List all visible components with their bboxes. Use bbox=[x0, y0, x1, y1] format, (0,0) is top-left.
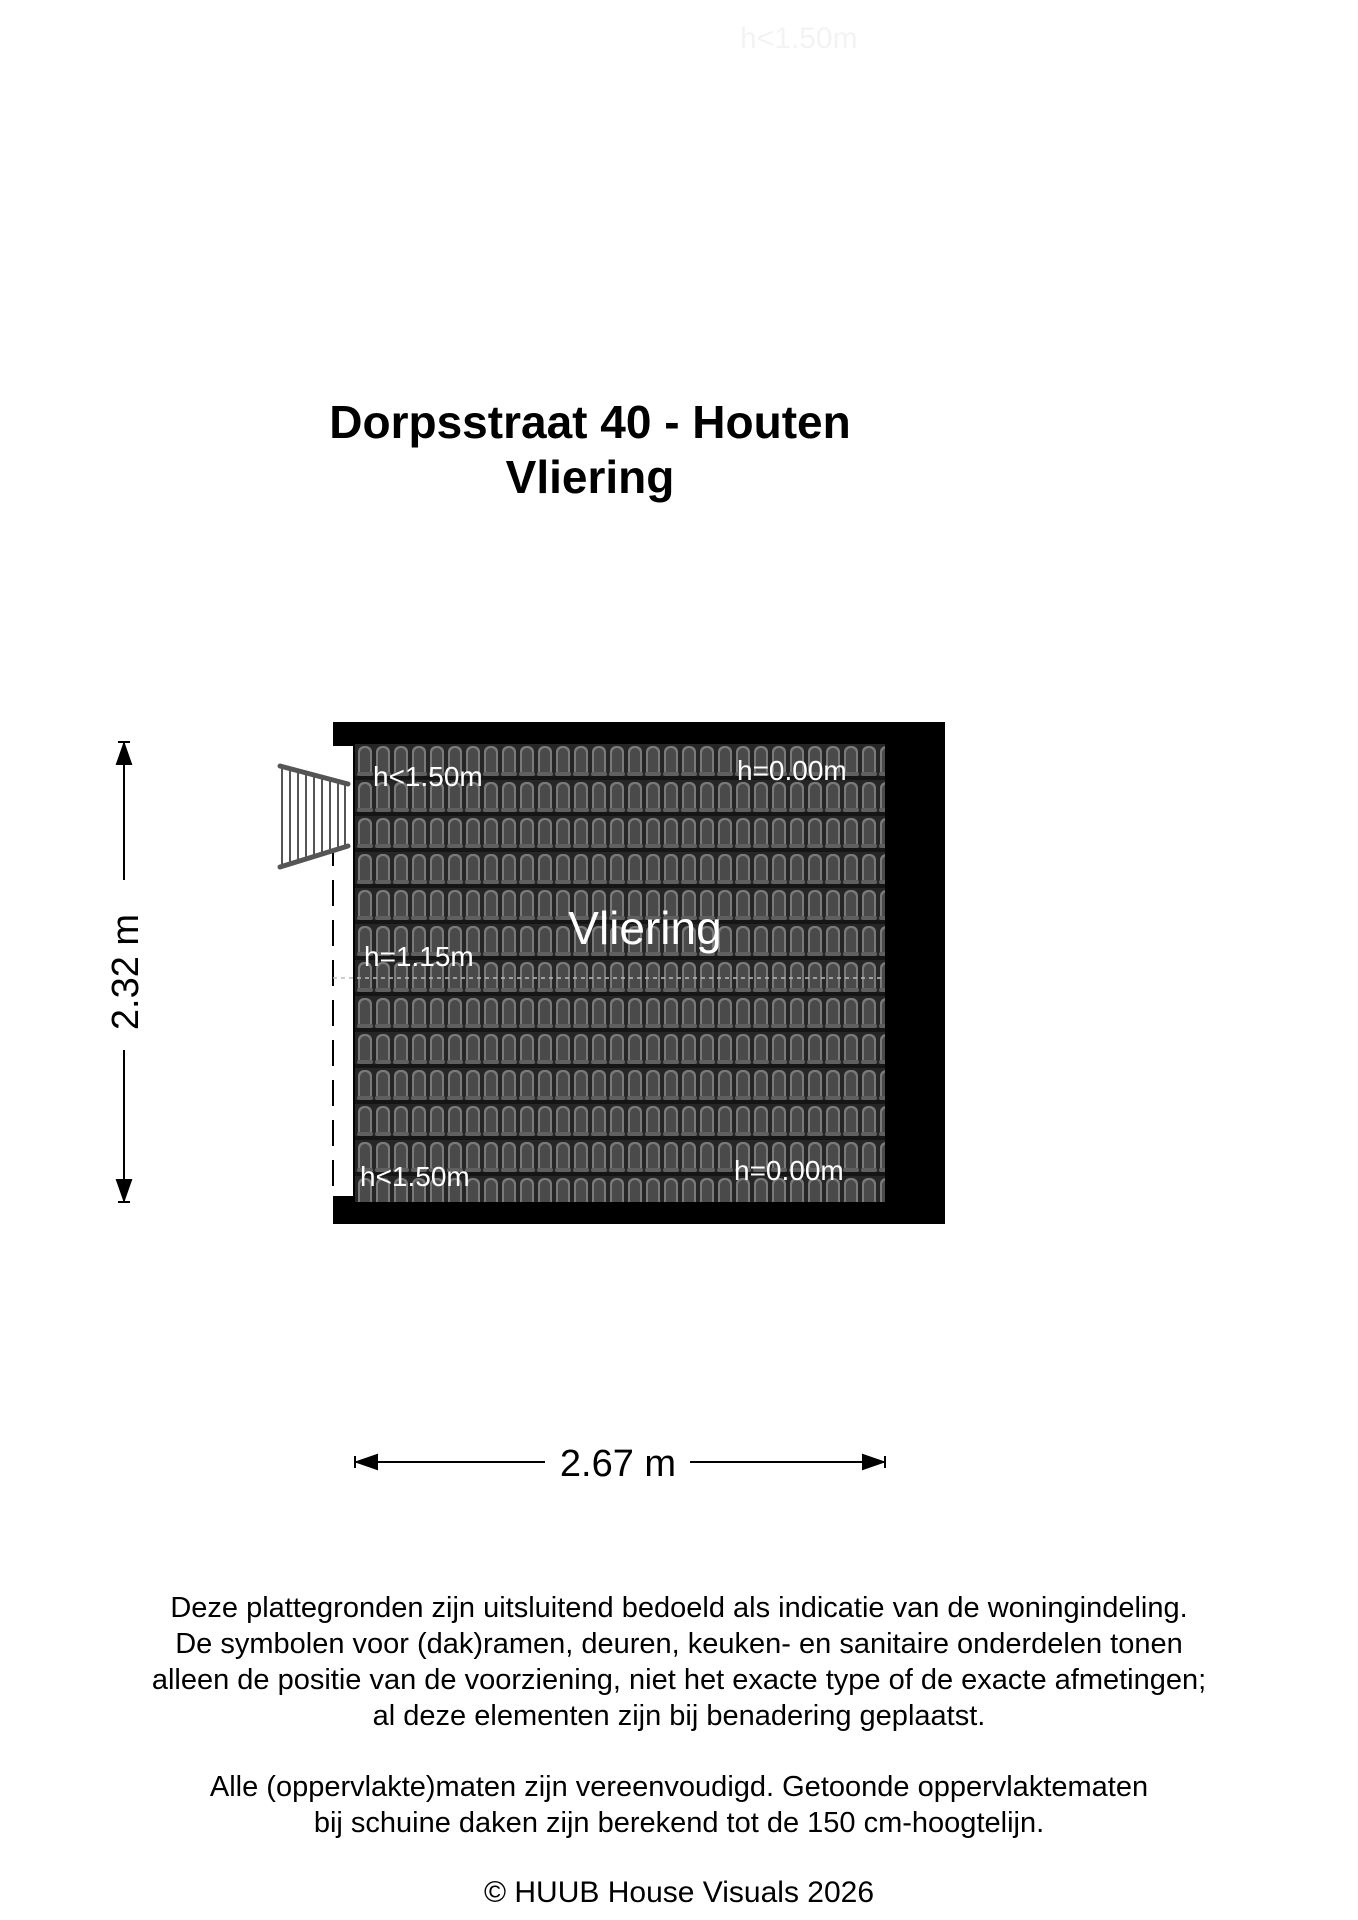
width-dimension-label: 2.67 m bbox=[559, 1443, 677, 1485]
page-title-floor: Vliering bbox=[505, 451, 675, 503]
disclaimer-line: alleen de positie van de voorziening, niet het exacte type of de exacte afmetingen; bbox=[151, 1664, 1207, 1696]
disclaimer-line: bij schuine daken zijn berekend tot de 150 cm-hoogtelijn. bbox=[313, 1807, 1045, 1839]
height-label-top-left: h<1.50m bbox=[373, 761, 483, 792]
height-label-bottom-left: h<1.50m bbox=[360, 1161, 470, 1192]
height-label-bottom-right: h=0.00m bbox=[734, 1155, 844, 1186]
disclaimer-paragraph-2 bbox=[0, 1769, 1358, 1841]
disclaimer-line: Deze plattegronden zijn uitsluitend bedoeld als indicatie van de woningindeling. bbox=[170, 1592, 1188, 1624]
faint-height-label: h<1.50m bbox=[740, 22, 858, 55]
height-dimension-label: 2.32 m bbox=[105, 913, 147, 1031]
page-title-address: Dorpsstraat 40 - Houten bbox=[329, 396, 851, 448]
room-label: Vliering bbox=[568, 902, 722, 954]
copyright: © HUUB House Visuals 2026 bbox=[483, 1876, 875, 1909]
height-label-middle-left: h=1.15m bbox=[364, 941, 474, 972]
disclaimer-line: Alle (oppervlakte)maten zijn vereenvoudigd. Getoonde oppervlaktematen bbox=[209, 1771, 1149, 1803]
disclaimer-paragraph-1 bbox=[0, 1590, 1358, 1734]
roof-tiles bbox=[355, 744, 885, 1202]
height-label-top-right: h=0.00m bbox=[737, 755, 847, 786]
disclaimer-line: al deze elementen zijn bij benadering geplaatst. bbox=[372, 1700, 986, 1732]
disclaimer-line: De symbolen voor (dak)ramen, deuren, keuken- en sanitaire onderdelen tonen bbox=[175, 1628, 1183, 1660]
